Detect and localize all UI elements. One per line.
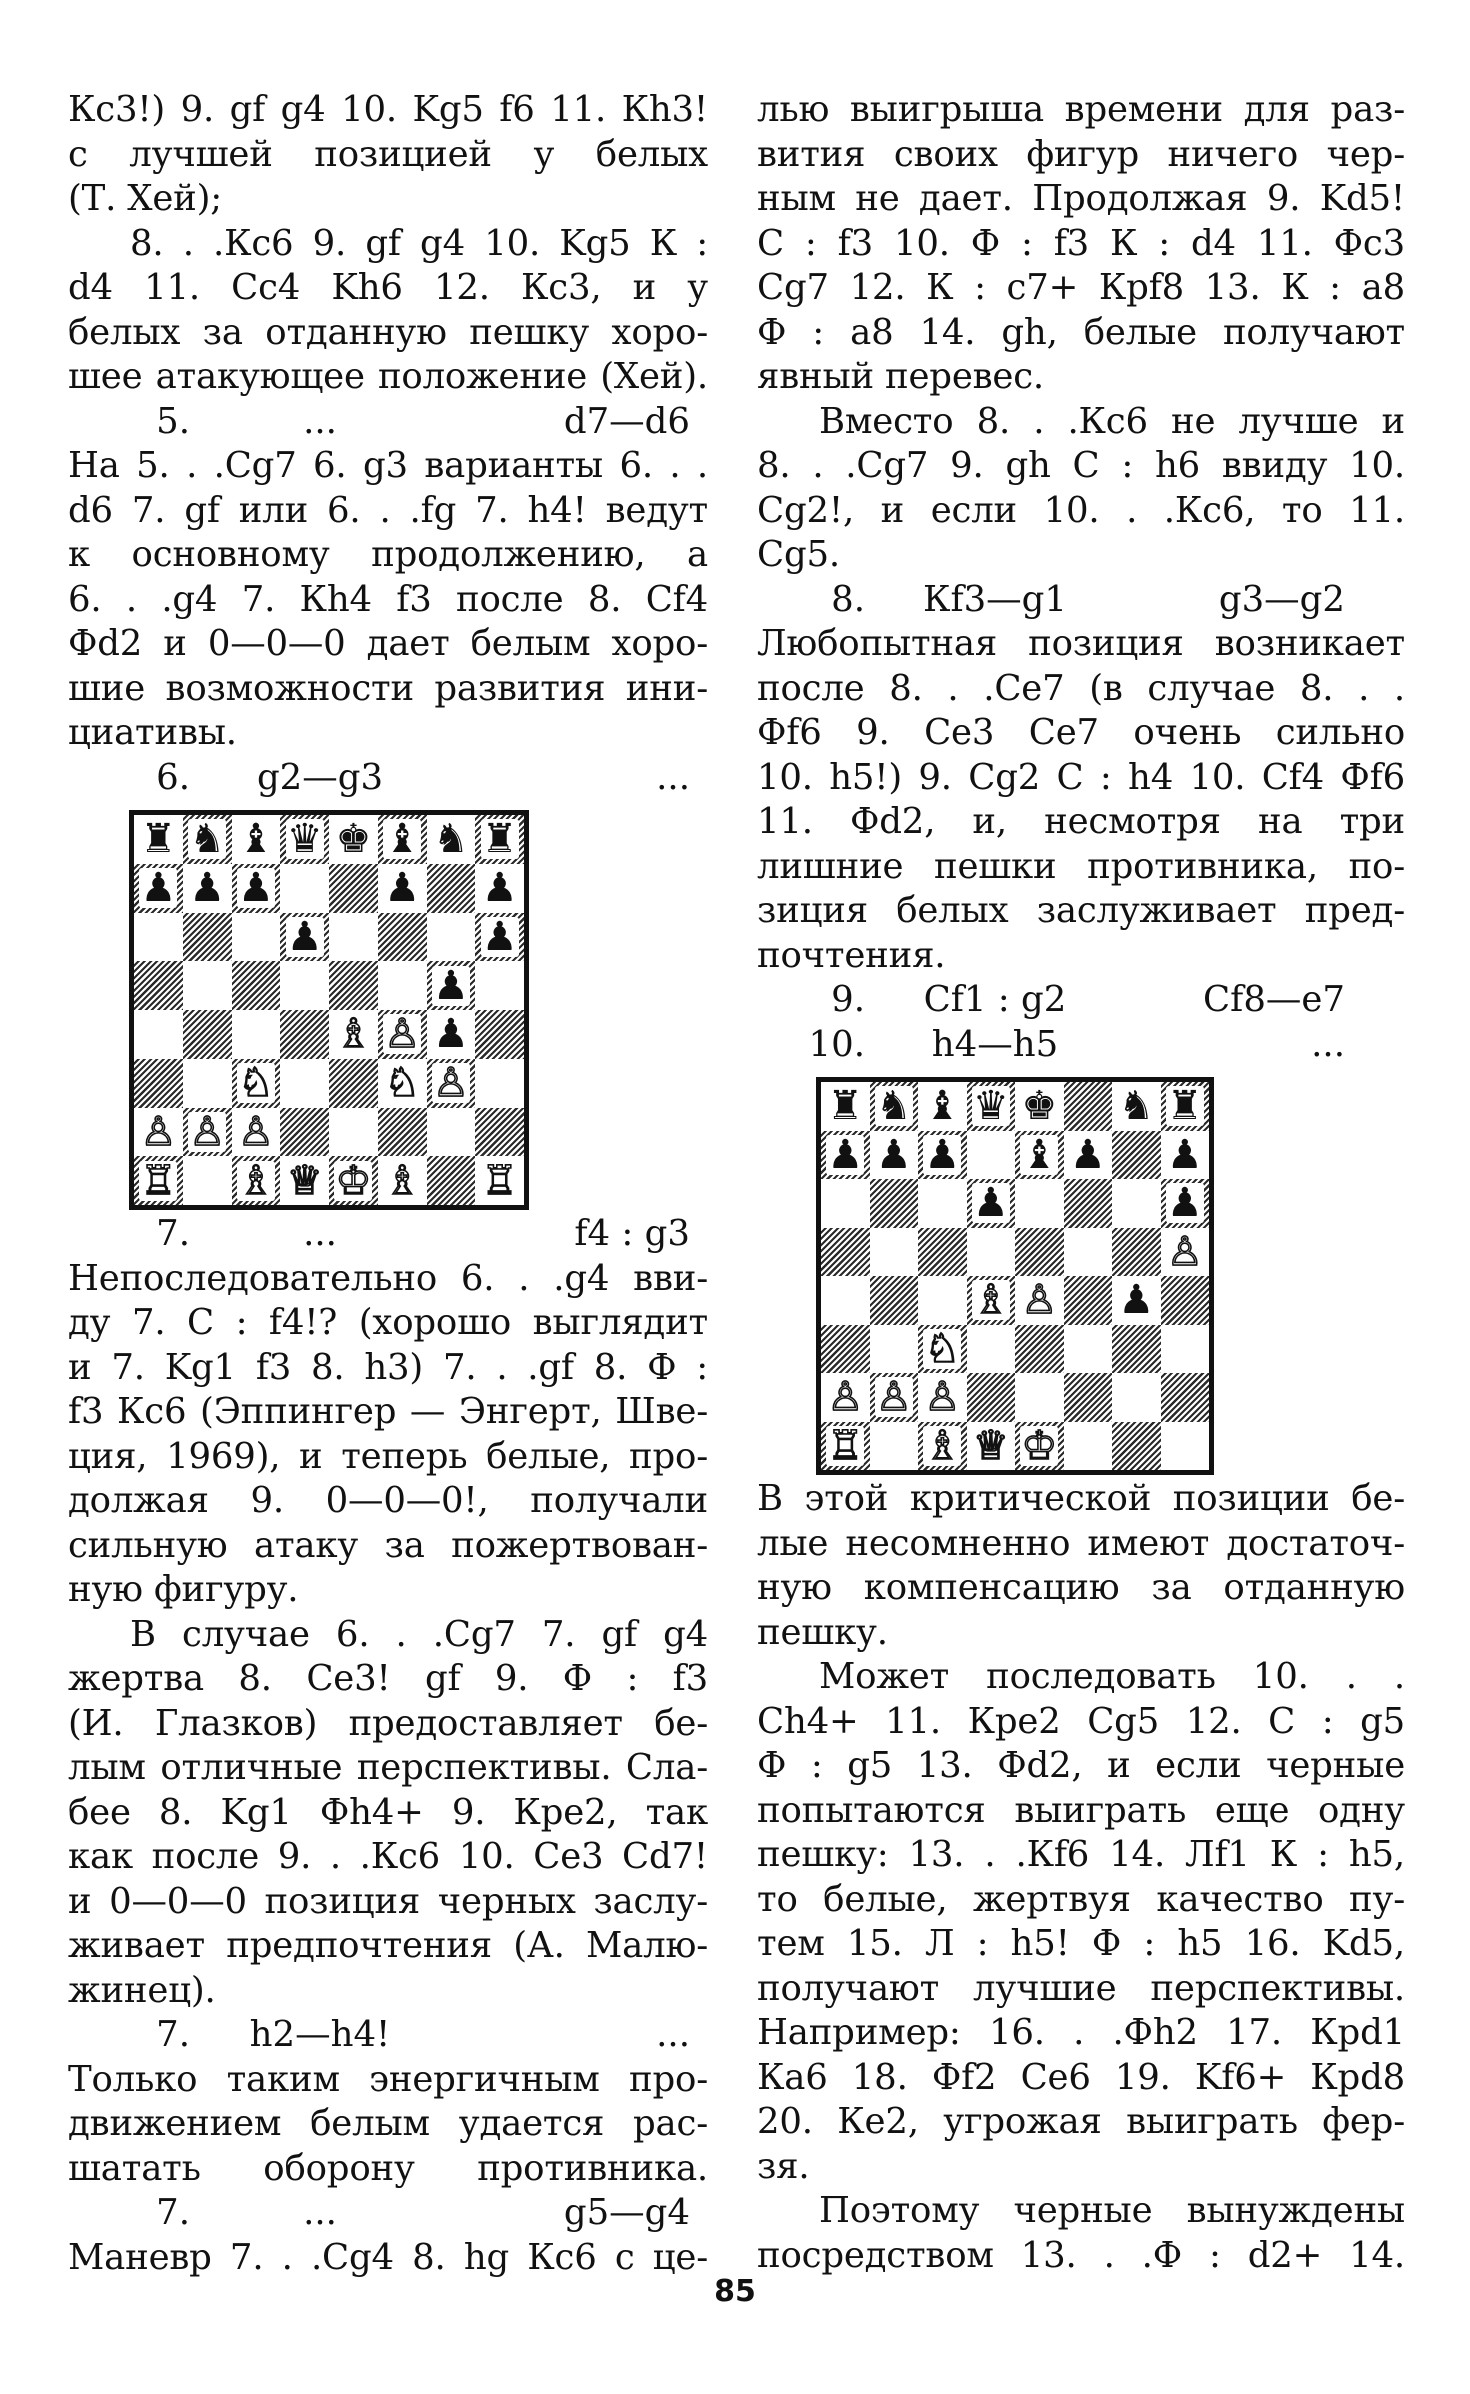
board-square — [329, 864, 378, 913]
board-square — [1015, 1082, 1064, 1131]
board-square — [134, 961, 183, 1010]
board-square — [821, 1276, 870, 1325]
text-line: Ф : g5 13. Фd2, и если черные — [757, 1745, 1405, 1786]
board-square — [1161, 1325, 1210, 1374]
board-square — [280, 864, 329, 913]
board-square — [280, 913, 329, 962]
black-knight-icon: ♞ — [432, 816, 469, 863]
board-square — [329, 913, 378, 962]
text-line: На 5. . .Cg7 6. g3 варианты 6. . . — [68, 445, 708, 486]
white-pawn-icon: ♙ — [1166, 1228, 1203, 1275]
black-knight-icon: ♞ — [1118, 1083, 1155, 1130]
board-square — [427, 815, 476, 864]
text-line: 20. Ке2, угрожая выиграть фер- — [757, 2101, 1405, 2142]
text-line: циативы. — [68, 712, 237, 753]
chess-board — [129, 810, 529, 1210]
board-square — [967, 1179, 1016, 1228]
text-line: движением белым удается рас- — [68, 2103, 708, 2144]
black-pawn-icon: ♟ — [481, 913, 518, 960]
move-number: 10. — [808, 1023, 865, 1065]
black-move: g5—g4 — [563, 2192, 690, 2233]
move-number: 5. — [156, 400, 190, 442]
white-knight-icon: ♘ — [924, 1325, 961, 1372]
move-line — [757, 578, 1405, 623]
board-square — [280, 1108, 329, 1157]
white-rook-icon: ♖ — [140, 1157, 177, 1204]
move-number: 7. — [156, 1213, 190, 1254]
board-square — [378, 1059, 427, 1108]
board-square — [1064, 1228, 1113, 1277]
black-move: Cf8—e7 — [1203, 979, 1345, 1020]
board-square — [232, 1108, 281, 1157]
black-rook-icon: ♜ — [827, 1083, 864, 1130]
board-square — [1064, 1422, 1113, 1471]
board-square — [475, 1156, 524, 1205]
black-rook-icon: ♜ — [140, 816, 177, 863]
move-number: 6. — [156, 756, 190, 798]
white-move: Сf1 : g2 — [923, 979, 1067, 1020]
black-knight-icon: ♞ — [875, 1083, 912, 1130]
board-square — [183, 1156, 232, 1205]
board-square — [1161, 1131, 1210, 1180]
text-line: жинец). — [68, 1969, 216, 2011]
board-square — [1161, 1228, 1210, 1277]
black-move: f4 : g3 — [574, 1213, 690, 1254]
board-square — [329, 1108, 378, 1157]
text-line: пешку. — [757, 1611, 888, 1653]
text-line: Например: 16. . .Фh2 17. Крd1 — [757, 2012, 1405, 2053]
text-line: пешку: 13. . .Кf6 14. Лf1 К : h5, — [757, 1834, 1405, 1875]
black-queen-icon: ♛ — [972, 1083, 1009, 1130]
board-square — [1112, 1179, 1161, 1228]
text-line: шие возможности развития ини- — [68, 667, 708, 709]
board-square — [427, 1108, 476, 1157]
board-square — [1161, 1373, 1210, 1422]
move-number: 8. — [831, 578, 865, 620]
text-line: вития своих фигур ничего чер- — [757, 133, 1405, 175]
move-number: 9. — [831, 979, 865, 1020]
white-move: ... — [303, 1213, 337, 1254]
board-square — [1064, 1276, 1113, 1325]
board-square — [232, 1156, 281, 1205]
white-pawn-icon: ♙ — [189, 1108, 226, 1155]
white-bishop-icon: ♗ — [335, 1011, 372, 1058]
black-pawn-icon: ♟ — [140, 865, 177, 912]
white-pawn-icon: ♙ — [140, 1108, 177, 1155]
board-square — [967, 1422, 1016, 1471]
white-knight-icon: ♘ — [384, 1060, 421, 1107]
board-square — [183, 1010, 232, 1059]
text-line: 6. . .g4 7. Кh4 f3 после 8. Cf4 — [68, 578, 708, 620]
board-square — [232, 913, 281, 962]
text-line: Только таким энергичным про- — [68, 2058, 708, 2100]
text-line: 8. . .Cg7 9. gh С : h6 ввиду 10. — [757, 445, 1405, 486]
board-square — [918, 1422, 967, 1471]
black-bishop-icon: ♝ — [237, 816, 274, 863]
board-square — [870, 1131, 919, 1180]
board-square — [918, 1082, 967, 1131]
text-line: после 8. . .Се7 (в случае 8. . . — [757, 667, 1405, 709]
text-line: живает предпочтения (А. Малю- — [68, 1925, 708, 1966]
board-square — [183, 815, 232, 864]
text-line: Ф : а8 14. gh, белые получают — [757, 311, 1405, 353]
board-square — [134, 1108, 183, 1157]
white-king-icon: ♔ — [1021, 1422, 1058, 1469]
board-square — [821, 1373, 870, 1422]
move-line — [757, 1023, 1405, 1068]
text-line: Фd2 и 0—0—0 дает белым хоро- — [68, 623, 708, 664]
board-square — [280, 1010, 329, 1059]
white-bishop-icon: ♗ — [972, 1277, 1009, 1324]
white-queen-icon: ♕ — [972, 1422, 1009, 1469]
text-line: 11. Фd2, и, несмотря на три — [757, 801, 1405, 842]
text-line: Cg7 12. К : с7+ Крf8 13. К : а8 — [757, 267, 1405, 308]
board-square — [1161, 1276, 1210, 1325]
text-line: ную фигуру. — [68, 1569, 299, 1610]
board-square — [475, 1108, 524, 1157]
board-square — [183, 961, 232, 1010]
board-square — [329, 1010, 378, 1059]
board-square — [1064, 1131, 1113, 1180]
black-move: ... — [656, 756, 690, 798]
black-pawn-icon: ♟ — [1166, 1180, 1203, 1227]
board-square — [378, 913, 427, 962]
board-square — [280, 1059, 329, 1108]
black-king-icon: ♚ — [335, 816, 372, 863]
board-square — [280, 1156, 329, 1205]
white-pawn-icon: ♙ — [827, 1374, 864, 1421]
board-square — [475, 815, 524, 864]
black-pawn-icon: ♟ — [189, 865, 226, 912]
black-pawn-icon: ♟ — [875, 1131, 912, 1178]
text-line: Может последовать 10. . . — [819, 1656, 1405, 1697]
board-square — [134, 815, 183, 864]
text-line: Любопытная позиция возникает — [757, 623, 1405, 664]
board-square — [1064, 1179, 1113, 1228]
text-line: как после 9. . .Кс6 10. Се3 Cd7! — [68, 1836, 708, 1877]
move-number: 7. — [156, 2014, 190, 2055]
text-line: тем 15. Л : h5! Ф : h5 16. Kd5, — [757, 1923, 1405, 1964]
text-line: зя. — [757, 2145, 810, 2187]
board-square — [1064, 1373, 1113, 1422]
text-line: Кс3!) 9. gf g4 10. Kg5 f6 11. Кh3! — [68, 89, 708, 130]
text-line: ция, 1969), и теперь белые, про- — [68, 1435, 708, 1477]
board-square — [918, 1276, 967, 1325]
board-square — [1112, 1276, 1161, 1325]
text-line: Ch4+ 11. Кре2 Cg5 12. С : g5 — [757, 1700, 1405, 1742]
text-line: Ка6 18. Фf2 Се6 19. Kf6+ Крd8 — [757, 2056, 1405, 2098]
text-line: Cg5. — [757, 534, 840, 575]
black-move: ... — [1311, 1023, 1345, 1065]
board-square — [1015, 1228, 1064, 1277]
black-pawn-icon: ♟ — [432, 962, 469, 1009]
board-square — [475, 1010, 524, 1059]
board-square — [1112, 1373, 1161, 1422]
board-square — [918, 1373, 967, 1422]
board-square — [134, 913, 183, 962]
text-line: и 0—0—0 позиция черных заслу- — [68, 1880, 708, 1922]
board-square — [1015, 1131, 1064, 1180]
white-pawn-icon: ♙ — [924, 1374, 961, 1421]
board-square — [427, 913, 476, 962]
text-line: Фf6 9. Се3 Се7 очень сильно — [757, 712, 1405, 753]
board-square — [967, 1228, 1016, 1277]
white-knight-icon: ♘ — [237, 1060, 274, 1107]
text-line: с лучшей позицией у белых — [68, 133, 708, 175]
black-pawn-icon: ♟ — [481, 865, 518, 912]
board-square — [475, 864, 524, 913]
black-move: d7—d6 — [563, 400, 690, 442]
black-pawn-icon: ♟ — [384, 865, 421, 912]
text-line: получают лучшие перспективы. — [757, 1967, 1405, 2009]
board-square — [1112, 1131, 1161, 1180]
board-square — [329, 1059, 378, 1108]
board-square — [475, 961, 524, 1010]
black-move: ... — [656, 2014, 690, 2055]
board-square — [427, 1156, 476, 1205]
text-line: Поэтому черные вынуждены — [819, 2190, 1405, 2231]
black-pawn-icon: ♟ — [972, 1180, 1009, 1227]
black-knight-icon: ♞ — [189, 816, 226, 863]
board-square — [870, 1325, 919, 1374]
board-square — [967, 1373, 1016, 1422]
board-square — [475, 1059, 524, 1108]
board-square — [967, 1131, 1016, 1180]
board-square — [329, 1156, 378, 1205]
text-line: должая 9. 0—0—0!, получали — [68, 1480, 708, 1521]
move-line — [68, 1212, 708, 1257]
move-line — [757, 978, 1405, 1023]
board-square — [427, 1010, 476, 1059]
board-square — [378, 815, 427, 864]
black-rook-icon: ♜ — [1166, 1083, 1203, 1130]
text-line: В случае 6. . .Cg7 7. gf g4 — [130, 1613, 708, 1655]
text-line: ным не дает. Продолжая 9. Kd5! — [757, 178, 1405, 219]
board-square — [870, 1179, 919, 1228]
board-square — [378, 1010, 427, 1059]
board-square — [183, 1108, 232, 1157]
board-square — [378, 1156, 427, 1205]
black-pawn-icon: ♟ — [1069, 1131, 1106, 1178]
white-pawn-icon: ♙ — [1021, 1277, 1058, 1324]
white-bishop-icon: ♗ — [924, 1422, 961, 1469]
board-square — [1064, 1325, 1113, 1374]
board-square — [134, 864, 183, 913]
text-line: шатать оборону противника. — [68, 2147, 708, 2189]
text-line: жертва 8. Се3! gf 9. Ф : f3 — [68, 1658, 708, 1699]
board-square — [1112, 1228, 1161, 1277]
board-square — [821, 1131, 870, 1180]
board-square — [918, 1131, 967, 1180]
white-pawn-icon: ♙ — [237, 1108, 274, 1155]
board-square — [1112, 1082, 1161, 1131]
left-column — [68, 88, 708, 2280]
text-line: лью выигрыша времени для раз- — [757, 89, 1405, 130]
white-king-icon: ♔ — [335, 1157, 372, 1204]
chess-board — [816, 1077, 1214, 1475]
text-line: и 7. Kg1 f3 8. h3) 7. . .gf 8. Ф : — [68, 1346, 708, 1388]
board-square — [1161, 1179, 1210, 1228]
white-rook-icon: ♖ — [481, 1157, 518, 1204]
white-move: ... — [303, 2192, 337, 2233]
white-move: h4—h5 — [931, 1023, 1059, 1065]
board-square — [183, 913, 232, 962]
right-column — [757, 88, 1405, 2278]
board-square — [870, 1422, 919, 1471]
text-line: явный перевес. — [757, 356, 1045, 397]
board-square — [329, 815, 378, 864]
board-square — [280, 815, 329, 864]
board-square — [1112, 1422, 1161, 1471]
board-square — [870, 1276, 919, 1325]
board-square — [821, 1228, 870, 1277]
board-square — [378, 864, 427, 913]
page-number: 85 — [714, 2274, 756, 2309]
text-line: d4 11. Сс4 Kh6 12. Кс3, и у — [68, 267, 708, 308]
move-line — [68, 2013, 708, 2058]
move-line — [68, 400, 708, 445]
board-square — [821, 1325, 870, 1374]
white-move: g2—g3 — [256, 756, 384, 798]
black-bishop-icon: ♝ — [384, 816, 421, 863]
text-line: лишние пешки противника, по- — [757, 845, 1405, 887]
board-square — [427, 1059, 476, 1108]
board-square — [134, 1059, 183, 1108]
board-square — [821, 1082, 870, 1131]
white-bishop-icon: ♗ — [237, 1157, 274, 1204]
board-square — [427, 864, 476, 913]
board-square — [475, 913, 524, 962]
board-square — [183, 1059, 232, 1108]
move-line — [68, 756, 708, 801]
text-line: ную компенсацию за отданную — [757, 1567, 1405, 1608]
board-square — [134, 1156, 183, 1205]
board-square — [183, 864, 232, 913]
black-pawn-icon: ♟ — [827, 1131, 864, 1178]
black-bishop-icon: ♝ — [1021, 1131, 1058, 1178]
text-line: Вместо 8. . .Кс6 не лучше и — [819, 400, 1405, 442]
text-line: зиция белых заслуживает пред- — [757, 890, 1405, 931]
black-queen-icon: ♛ — [286, 816, 323, 863]
white-move: h2—h4! — [249, 2014, 391, 2055]
board-square — [1015, 1276, 1064, 1325]
text-line: Маневр 7. . .Cg4 8. hg Кс6 с це- — [68, 2236, 708, 2278]
text-line: (Т. Хей); — [68, 178, 223, 219]
black-pawn-icon: ♟ — [1166, 1131, 1203, 1178]
text-line: Непоследовательно 6. . .g4 вви- — [68, 1257, 708, 1299]
black-rook-icon: ♜ — [481, 816, 518, 863]
text-line: ду 7. С : f4!? (хорошо выглядит — [68, 1302, 708, 1343]
board-square — [870, 1373, 919, 1422]
text-line: d6 7. gf или 6. . .fg 7. h4! ведут — [68, 489, 708, 531]
white-bishop-icon: ♗ — [384, 1157, 421, 1204]
board-square — [134, 1010, 183, 1059]
diagram-after-6-g3 — [68, 800, 708, 1212]
board-square — [378, 1108, 427, 1157]
text-line: посредством 13. . .Ф : d2+ 14. — [757, 2234, 1405, 2276]
text-line: лым отличные перспективы. Сла- — [68, 1747, 708, 1788]
board-square — [1161, 1422, 1210, 1471]
board-square — [821, 1179, 870, 1228]
board-square — [232, 961, 281, 1010]
board-square — [1015, 1325, 1064, 1374]
text-line: 8. . .Кс6 9. gf g4 10. Kg5 К : — [130, 222, 708, 264]
text-line: шее атакующее положение (Хей). — [68, 356, 708, 397]
black-king-icon: ♚ — [1021, 1083, 1058, 1130]
black-bishop-icon: ♝ — [924, 1083, 961, 1130]
black-pawn-icon: ♟ — [286, 913, 323, 960]
board-square — [821, 1422, 870, 1471]
board-square — [329, 961, 378, 1010]
black-pawn-icon: ♟ — [237, 865, 274, 912]
text-line: f3 Кс6 (Эппингер — Энгерт, Шве- — [68, 1391, 708, 1432]
black-pawn-icon: ♟ — [432, 1011, 469, 1058]
board-square — [918, 1325, 967, 1374]
board-square — [378, 961, 427, 1010]
move-number: 7. — [156, 2192, 190, 2233]
text-line: В этой критической позиции бе- — [757, 1478, 1405, 1519]
text-line: бее 8. Kg1 Фh4+ 9. Крe2, так — [68, 1791, 708, 1833]
text-line: попытаются выиграть еще одну — [757, 1789, 1405, 1831]
move-line — [68, 2191, 708, 2236]
white-queen-icon: ♕ — [286, 1157, 323, 1204]
board-square — [967, 1276, 1016, 1325]
board-square — [1015, 1422, 1064, 1471]
white-move: Кf3—g1 — [922, 578, 1067, 620]
board-square — [232, 1059, 281, 1108]
white-move: ... — [303, 400, 337, 442]
text-line: 10. h5!) 9. Cg2 С : h4 10. Cf4 Фf6 — [757, 756, 1405, 798]
board-square — [232, 815, 281, 864]
board-square — [1064, 1082, 1113, 1131]
board-square — [1015, 1373, 1064, 1422]
text-line: Cg2!, и если 10. . .Кс6, то 11. — [757, 489, 1405, 531]
text-line: (И. Глазков) предоставляет бе- — [68, 1702, 708, 1744]
board-square — [1015, 1179, 1064, 1228]
white-pawn-icon: ♙ — [432, 1060, 469, 1107]
text-line: белых за отданную пешку хоро- — [68, 311, 708, 353]
white-pawn-icon: ♙ — [875, 1374, 912, 1421]
board-square — [967, 1325, 1016, 1374]
board-square — [1161, 1082, 1210, 1131]
board-square — [427, 961, 476, 1010]
board-square — [870, 1082, 919, 1131]
board-square — [232, 1010, 281, 1059]
black-move: g3—g2 — [1218, 578, 1345, 620]
black-pawn-icon: ♟ — [1118, 1277, 1155, 1324]
board-square — [280, 961, 329, 1010]
text-line: то белые, жертвуя качество пу- — [757, 1878, 1405, 1920]
board-square — [918, 1228, 967, 1277]
text-line: С : f3 10. Ф : f3 К : d4 11. Фс3 — [757, 222, 1405, 264]
board-square — [1112, 1325, 1161, 1374]
board-square — [918, 1179, 967, 1228]
board-square — [870, 1228, 919, 1277]
diagram-after-10-h5 — [757, 1067, 1405, 1477]
text-line: почтения. — [757, 934, 946, 976]
white-rook-icon: ♖ — [827, 1422, 864, 1469]
black-pawn-icon: ♟ — [924, 1131, 961, 1178]
white-pawn-icon: ♙ — [384, 1011, 421, 1058]
text-line: сильную атаку за пожертвован- — [68, 1524, 708, 1566]
text-line: лые несомненно имеют достаточ- — [757, 1522, 1405, 1564]
board-square — [967, 1082, 1016, 1131]
board-square — [232, 864, 281, 913]
text-line: к основному продолжению, а — [68, 534, 708, 575]
